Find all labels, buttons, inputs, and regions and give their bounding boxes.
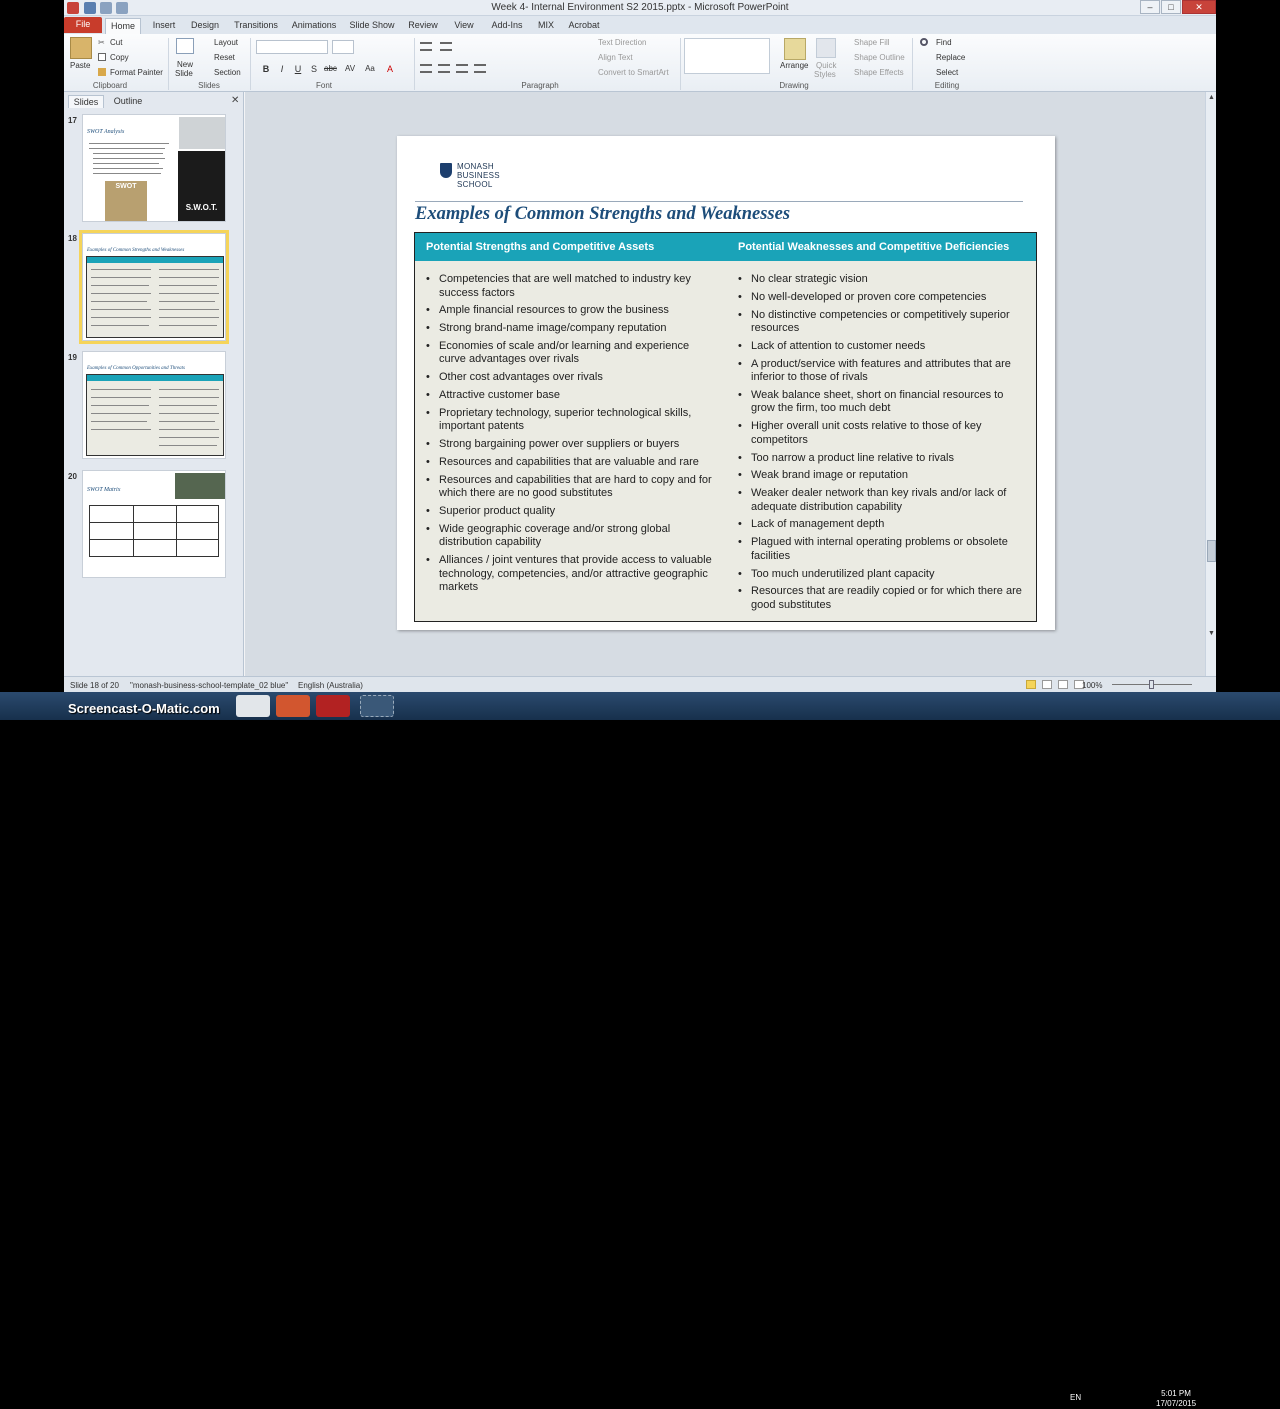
text-direction-button[interactable]: Text Direction <box>598 38 647 47</box>
slide-thumbnail-20[interactable] <box>82 470 226 578</box>
tab-transitions[interactable]: Transitions <box>234 20 278 30</box>
slide-sorter-icon[interactable] <box>1042 680 1052 689</box>
arrange-button[interactable]: Arrange <box>780 61 809 70</box>
swot-poster-image <box>178 151 225 221</box>
weakness-item: • A product/service with features and attributes that are inferior to those of rivals <box>738 358 1030 385</box>
current-slide[interactable] <box>397 136 1055 630</box>
section-button[interactable]: Section <box>214 68 241 77</box>
window-title: Week 4- Internal Environment S2 2015.pptx - Microsoft PowerPoint <box>491 2 789 13</box>
strength-item: • Proprietary technology, superior technological skills, important patents <box>426 407 718 434</box>
tab-animations[interactable]: Animations <box>291 20 337 30</box>
close-button[interactable]: ✕ <box>1182 0 1216 14</box>
thumbnail-number: 19 <box>68 353 77 362</box>
strength-item: • Resources and capabilities that are hard to copy and for which there are no good substitutes <box>426 474 718 501</box>
tab-slide-show[interactable]: Slide Show <box>349 20 395 30</box>
paste-icon[interactable] <box>70 37 92 59</box>
strengths-weaknesses-table[interactable] <box>414 232 1037 622</box>
tab-add-ins[interactable]: Add-Ins <box>491 20 523 30</box>
thumbnail-title: Examples of Common Opportunities and Threats <box>87 366 186 371</box>
slide-counter: Slide 18 of 20 <box>70 681 119 690</box>
clock-date: 17/07/2015 <box>1156 1399 1197 1408</box>
vertical-scrollbar[interactable] <box>1205 92 1216 676</box>
tab-insert[interactable]: Insert <box>152 20 176 30</box>
arrange-icon[interactable] <box>784 38 806 60</box>
font-name-combo[interactable] <box>256 40 328 54</box>
scroll-down-icon[interactable]: ▼ <box>1208 630 1215 637</box>
strength-item: • Resources and capabilities that are valuable and rare <box>426 456 718 470</box>
thumbnail-image <box>179 117 225 149</box>
logo-line: BUSINESS <box>457 171 500 180</box>
thumbnail-title: SWOT Matrix <box>87 487 121 493</box>
font-color-button[interactable]: A <box>386 64 393 74</box>
format-painter-icon <box>98 68 106 76</box>
strength-item: • Strong brand-name image/company reputation <box>426 322 718 336</box>
strength-item: • Economies of scale and/or learning and experience curve advantages over rivals <box>426 340 718 367</box>
monash-logo <box>457 162 500 189</box>
tab-file[interactable]: File <box>64 17 102 33</box>
thumbnail-table <box>86 256 224 338</box>
header-strengths: Potential Strengths and Competitive Assets <box>426 241 655 253</box>
minimize-button[interactable]: – <box>1140 0 1160 14</box>
group-label-font: Font <box>315 81 332 90</box>
weakness-item: • No well-developed or proven core competencies <box>738 291 1030 305</box>
replace-button[interactable]: Replace <box>936 53 966 62</box>
weakness-item: • Lack of attention to customer needs <box>738 340 1030 354</box>
weakness-item: • No clear strategic vision <box>738 273 1030 287</box>
header-weaknesses: Potential Weaknesses and Competitive Deficiencies <box>738 241 1010 253</box>
thumbnail-title: Examples of Common Strengths and Weaknesses <box>87 248 185 253</box>
monash-crest-icon <box>440 163 452 178</box>
tab-mix[interactable]: MIX <box>537 20 554 30</box>
group-label-drawing: Drawing <box>779 81 809 90</box>
normal-view-icon[interactable] <box>1026 680 1036 689</box>
group-separator <box>168 38 169 90</box>
input-language[interactable]: EN <box>1070 1393 1082 1402</box>
find-icon <box>920 38 928 46</box>
tab-review[interactable]: Review <box>408 20 438 30</box>
cut-icon: ✂ <box>98 38 105 47</box>
thumbnail-number: 17 <box>68 116 77 125</box>
group-label-slides: Slides <box>198 81 220 90</box>
weakness-item: • Plagued with internal operating problems or obsolete facilities <box>738 536 1030 563</box>
copy-icon <box>98 53 106 61</box>
tab-acrobat[interactable]: Acrobat <box>568 20 600 30</box>
tab-view[interactable]: View <box>454 20 474 30</box>
powerpoint-taskbar-icon[interactable] <box>276 695 310 717</box>
weakness-item: • Resources that are readily copied or for which there are good substitutes <box>738 585 1030 612</box>
thumbnail-number: 20 <box>68 472 77 481</box>
tab-home[interactable]: Home <box>105 18 141 34</box>
strength-item: • Alliances / joint ventures that provide access to valuable technology, competencies, and/or attractive geographic markets <box>426 554 718 595</box>
tab-design[interactable]: Design <box>190 20 219 30</box>
ribbon-tabs <box>64 16 1216 34</box>
scroll-up-icon[interactable]: ▲ <box>1208 94 1215 101</box>
slide-title[interactable]: Examples of Common Strengths and Weaknesses <box>415 204 791 224</box>
scroll-thumb[interactable] <box>1207 540 1216 562</box>
close-panel-icon[interactable]: ✕ <box>231 95 240 106</box>
logo-line: SCHOOL <box>457 180 493 189</box>
align-left-icon[interactable] <box>420 64 432 73</box>
snipping-tool-icon[interactable] <box>360 695 394 717</box>
reading-view-icon[interactable] <box>1058 680 1068 689</box>
slide-thumbnail-18[interactable] <box>82 233 226 341</box>
slide-thumbnail-17[interactable] <box>82 114 226 222</box>
strength-item: • Other cost advantages over rivals <box>426 371 718 385</box>
tab-slides[interactable]: Slides <box>68 95 104 108</box>
quick-styles-button[interactable]: Quick <box>816 61 837 70</box>
quick-styles-icon[interactable] <box>816 38 836 58</box>
language-indicator[interactable]: English (Australia) <box>298 681 363 690</box>
weakness-item: • Too narrow a product line relative to rivals <box>738 452 1030 466</box>
align-text-button[interactable]: Align Text <box>598 53 633 62</box>
strength-item: • Ample financial resources to grow the business <box>426 304 718 318</box>
group-separator <box>912 38 913 90</box>
swot-matrix-table <box>89 505 219 557</box>
strength-item: • Wide geographic coverage and/or strong global distribution capability <box>426 523 718 550</box>
font-size-combo[interactable] <box>332 40 354 54</box>
weakness-item: • Weaker dealer network than key rivals and/or lack of adequate distribution capability <box>738 487 1030 514</box>
align-right-icon[interactable] <box>456 64 468 73</box>
clock-time: 5:01 PM <box>1161 1389 1191 1398</box>
zoom-level[interactable]: 100% <box>1082 681 1103 690</box>
quick-styles-button-line2[interactable]: Styles <box>814 70 836 79</box>
thumbnail-number: 18 <box>68 234 77 243</box>
logo-line: MONASH <box>457 162 494 171</box>
clock[interactable] <box>1156 1389 1196 1409</box>
reset-button[interactable]: Reset <box>214 53 235 62</box>
find-button[interactable]: Find <box>936 38 952 47</box>
slide-canvas[interactable] <box>245 92 1205 676</box>
shape-fill-button[interactable]: Shape Fill <box>854 38 890 47</box>
strengths-list <box>426 273 718 599</box>
weakness-item: • Higher overall unit costs relative to those of key competitors <box>738 420 1030 447</box>
shadow-button[interactable]: S <box>310 64 317 74</box>
table-header <box>415 233 1036 261</box>
new-slide-icon[interactable] <box>176 38 194 54</box>
strength-item: • Superior product quality <box>426 505 718 519</box>
thumbnail-table <box>86 374 224 456</box>
zoom-slider-thumb[interactable] <box>1149 680 1154 689</box>
format-painter-button[interactable]: Format Painter <box>110 68 163 77</box>
convert-smartart-button[interactable]: Convert to SmartArt <box>598 68 669 77</box>
status-bar <box>64 676 1216 692</box>
strikethrough-button[interactable]: abc <box>324 64 337 73</box>
select-button[interactable]: Select <box>936 68 959 77</box>
weakness-item: • Too much underutilized plant capacity <box>738 568 1030 582</box>
slides-panel <box>64 92 244 676</box>
bullets-icon[interactable] <box>420 42 432 51</box>
weakness-item: • No distinctive competencies or competitively superior resources <box>738 309 1030 336</box>
cut-button[interactable]: Cut <box>110 38 123 47</box>
group-label-paragraph: Paragraph <box>521 81 559 90</box>
group-separator <box>414 38 415 90</box>
underline-button[interactable]: U <box>294 64 302 74</box>
chrome-icon[interactable] <box>236 695 270 717</box>
paste-button[interactable]: Paste <box>70 61 91 70</box>
title-bar <box>64 0 1216 16</box>
copy-button[interactable]: Copy <box>110 53 129 62</box>
new-slide-button[interactable]: New <box>177 60 194 69</box>
shape-effects-button[interactable]: Shape Effects <box>854 68 904 77</box>
swot-meme-image <box>105 181 147 221</box>
title-rule <box>415 201 1023 202</box>
group-label-clipboard: Clipboard <box>92 81 128 90</box>
strength-item: • Strong bargaining power over suppliers or buyers <box>426 438 718 452</box>
layout-button[interactable]: Layout <box>214 38 239 47</box>
thumbnail-image <box>175 473 225 499</box>
shapes-gallery[interactable] <box>684 38 770 74</box>
numbering-icon[interactable] <box>440 42 452 51</box>
bold-button[interactable]: B <box>262 64 270 74</box>
ribbon <box>64 34 1216 92</box>
weakness-item: • Weak brand image or reputation <box>738 469 1030 483</box>
thumbnail-title: SWOT Analysis <box>87 129 125 135</box>
align-center-icon[interactable] <box>438 64 450 73</box>
poster-caption: S.W.O.T. <box>185 203 218 212</box>
change-case-button[interactable]: Aa <box>365 64 375 73</box>
weakness-item: • Weak balance sheet, short on financial resources to grow the firm, too much debt <box>738 389 1030 416</box>
powerpoint-window <box>64 0 1216 692</box>
slide-thumbnail-19[interactable] <box>82 351 226 459</box>
shape-outline-button[interactable]: Shape Outline <box>854 53 905 62</box>
meme-caption: SWOT <box>115 183 137 190</box>
weakness-item: • Lack of management depth <box>738 518 1030 532</box>
theme-name: "monash-business-school-template_02 blue" <box>130 681 289 690</box>
weaknesses-list <box>738 273 1030 617</box>
new-slide-button-line2[interactable]: Slide <box>175 69 193 78</box>
tab-outline[interactable]: Outline <box>113 96 143 106</box>
strength-item: • Competencies that are well matched to industry key success factors <box>426 273 718 300</box>
char-spacing-button[interactable]: AV <box>344 64 356 73</box>
group-separator <box>680 38 681 90</box>
acrobat-icon[interactable] <box>316 695 350 717</box>
group-separator <box>250 38 251 90</box>
group-label-editing: Editing <box>934 81 960 90</box>
maximize-button[interactable]: □ <box>1161 0 1181 14</box>
justify-icon[interactable] <box>474 64 486 73</box>
italic-button[interactable]: I <box>280 64 284 74</box>
screencast-watermark: Screencast-O-Matic.com <box>68 701 220 716</box>
strength-item: • Attractive customer base <box>426 389 718 403</box>
